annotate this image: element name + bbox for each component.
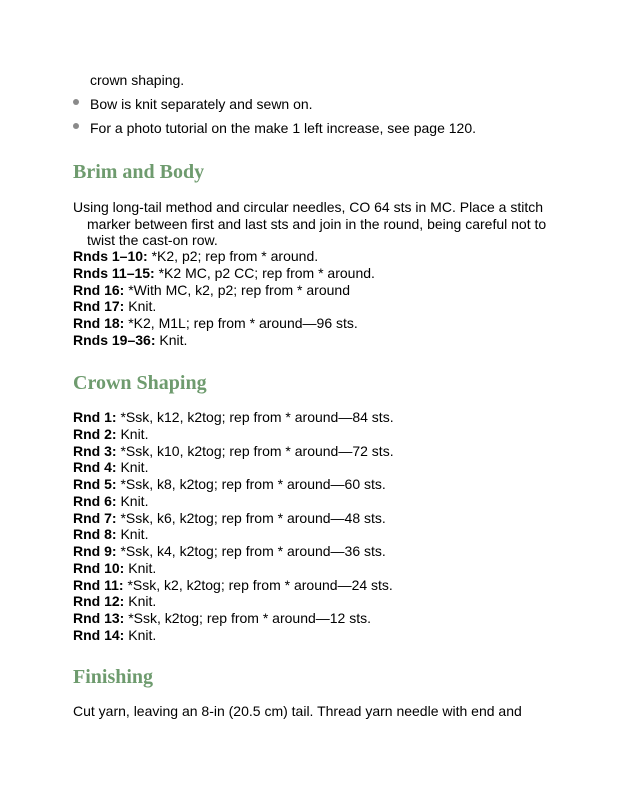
round-line: [73, 315, 375, 332]
round-label: Rnd 18:: [73, 315, 125, 331]
round-instruction: Knit.: [124, 298, 157, 315]
round-line: [73, 493, 394, 510]
round-instruction: *Ssk, k12, k2tog; rep from * around—84 sts.: [116, 409, 394, 425]
round-instruction: Knit.: [124, 626, 157, 643]
round-instruction: *K2, p2; rep from * around.: [147, 248, 319, 264]
round-line: [73, 610, 394, 627]
round-label: Rnd 1:: [73, 409, 117, 425]
round-line: [73, 476, 394, 493]
round-line: [73, 543, 394, 560]
round-line: [73, 593, 394, 610]
continued-bullet-text: crown shaping.: [90, 72, 185, 88]
section-heading-brim: Brim and Body: [73, 161, 205, 183]
round-instruction: *Ssk, k2tog; rep from * around—12 sts.: [124, 610, 372, 626]
round-label: Rnd 11:: [73, 576, 124, 593]
brim-instructions-paragraph: Using long-tail method and circular needles, CO 64 sts in MC. Place a stitch marker between first and last sts and join in the round, being careful not to twist the cast-on row.: [73, 199, 547, 249]
round-line: [73, 577, 394, 594]
round-line: [73, 248, 375, 265]
round-instruction: Knit.: [124, 559, 157, 576]
round-instruction: *Ssk, k10, k2tog; rep from * around—72 sts.: [116, 442, 394, 459]
round-line: [73, 443, 394, 460]
round-instruction: Knit.: [116, 526, 149, 543]
round-line: [73, 282, 375, 299]
round-label: Rnd 5:: [73, 476, 117, 492]
round-instruction: *Ssk, k2, k2tog; rep from * around—24 sts.: [123, 576, 393, 593]
brim-rounds-list: [73, 248, 375, 349]
round-label: Rnd 4:: [73, 459, 117, 476]
bullet-icon: [73, 123, 79, 129]
round-label: Rnd 16:: [73, 281, 125, 298]
round-label: Rnd 14:: [73, 626, 125, 643]
finishing-paragraph: Cut yarn, leaving an 8-in (20.5 cm) tail. Thread yarn needle with end and: [73, 703, 522, 719]
round-line: [73, 426, 394, 443]
round-label: Rnds 19–36:: [73, 331, 156, 348]
round-instruction: *Ssk, k4, k2tog; rep from * around—36 sts.: [116, 543, 386, 559]
round-line: [73, 627, 394, 644]
round-label: Rnd 8:: [73, 526, 117, 543]
bullet-text: Bow is knit separately and sewn on.: [90, 96, 313, 112]
round-line: [73, 526, 394, 543]
round-instruction: *K2, M1L; rep from * around—96 sts.: [124, 315, 358, 331]
section-heading-finishing: Finishing: [73, 666, 154, 688]
round-line: [73, 332, 375, 349]
round-instruction: Knit.: [124, 593, 157, 610]
round-instruction: Knit.: [116, 425, 149, 442]
round-label: Rnd 13:: [73, 610, 125, 626]
round-instruction: Knit.: [116, 459, 149, 476]
round-instruction: *With MC, k2, p2; rep from * around: [124, 281, 350, 298]
round-instruction: *K2 MC, p2 CC; rep from * around.: [154, 264, 375, 281]
round-label: Rnds 1–10:: [73, 248, 148, 264]
round-label: Rnd 6:: [73, 492, 117, 509]
round-label: Rnds 11–15:: [73, 264, 155, 281]
bullet-text: For a photo tutorial on the make 1 left increase, see page 120.: [90, 120, 477, 136]
round-line: [73, 298, 375, 315]
bullet-icon: [73, 99, 79, 105]
round-instruction: Knit.: [116, 492, 149, 509]
round-line: [73, 510, 394, 527]
round-line: [73, 560, 394, 577]
round-label: Rnd 17:: [73, 298, 125, 315]
round-line: [73, 459, 394, 476]
round-label: Rnd 10:: [73, 559, 125, 576]
round-line: [73, 265, 375, 282]
round-line: [73, 409, 394, 426]
section-heading-crown: Crown Shaping: [73, 372, 207, 394]
round-instruction: *Ssk, k8, k2tog; rep from * around—60 sts.: [116, 476, 386, 492]
round-label: Rnd 12:: [73, 593, 125, 610]
round-label: Rnd 3:: [73, 442, 117, 459]
round-instruction: Knit.: [155, 331, 188, 348]
round-label: Rnd 9:: [73, 543, 117, 559]
round-label: Rnd 2:: [73, 425, 117, 442]
round-label: Rnd 7:: [73, 509, 117, 526]
crown-rounds-list: [73, 409, 394, 644]
round-instruction: *Ssk, k6, k2tog; rep from * around—48 sts.: [116, 509, 386, 526]
